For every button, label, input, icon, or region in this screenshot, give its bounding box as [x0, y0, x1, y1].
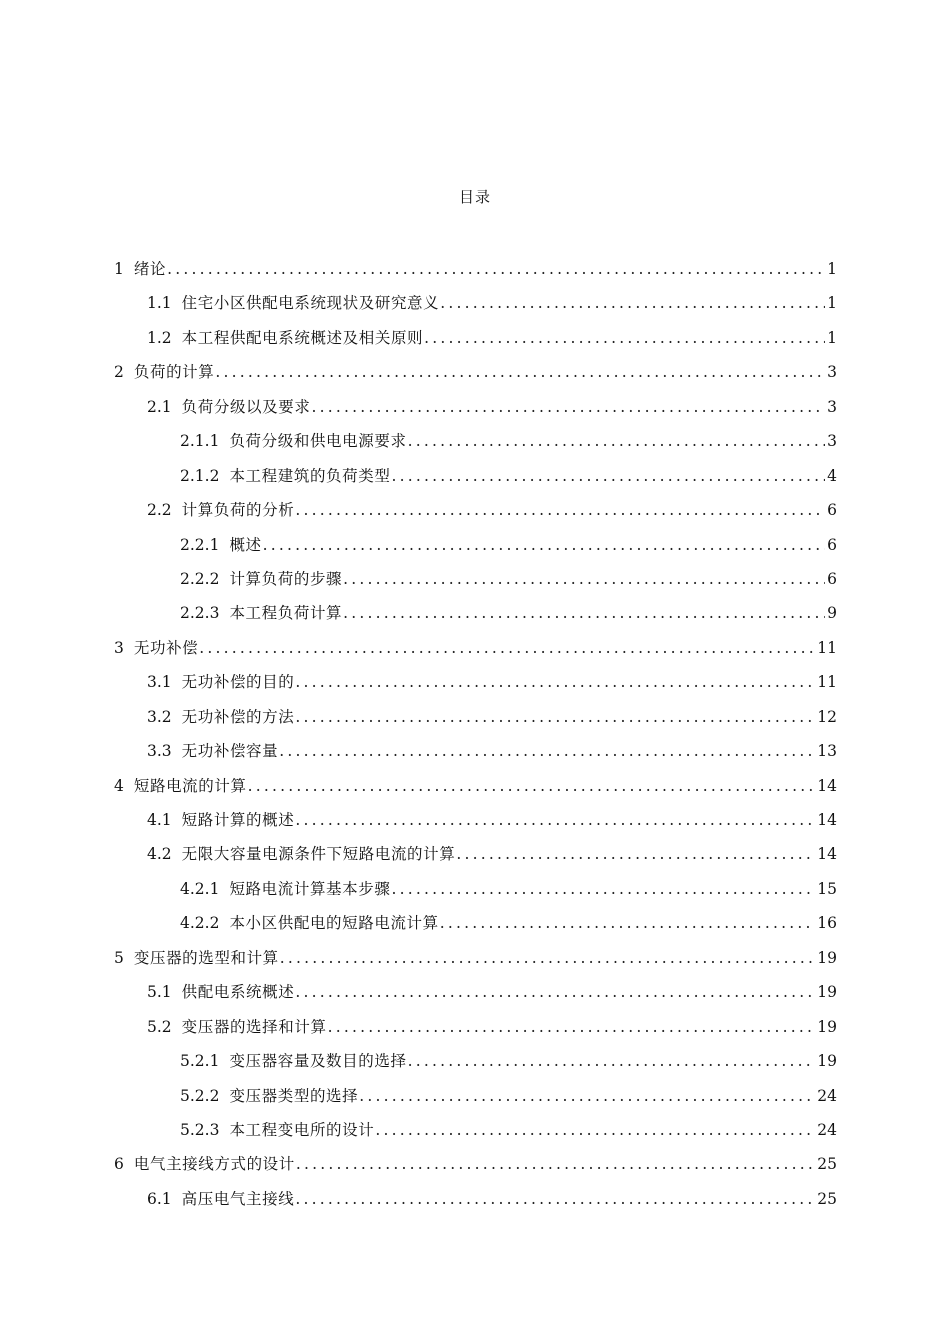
toc-entry-page-number: 3 — [827, 432, 837, 451]
toc-entry-page-number: 6 — [827, 501, 837, 520]
toc-entry-page-number: 13 — [817, 742, 837, 761]
toc-dot-leader — [391, 872, 815, 906]
table-of-contents — [114, 252, 837, 1216]
toc-dot-leader — [359, 1079, 815, 1113]
toc-entry[interactable] — [114, 1147, 837, 1181]
toc-entry-title: 变压器类型的选择 — [229, 1086, 359, 1105]
toc-entry-number: 2.2.2 — [180, 569, 220, 588]
toc-dot-leader — [295, 700, 815, 734]
toc-dot-leader — [440, 906, 816, 940]
toc-entry-title: 住宅小区供配电系统现状及研究意义 — [181, 294, 440, 313]
toc-entry-title: 短路计算的概述 — [181, 811, 295, 829]
toc-dot-leader — [199, 631, 815, 665]
toc-entry[interactable] — [114, 941, 837, 975]
toc-entry-number: 3 — [114, 638, 124, 657]
toc-entry-number: 1.1 — [147, 294, 172, 313]
toc-entry-page-number: 19 — [817, 1017, 837, 1036]
toc-entry-number: 4.2.2 — [180, 914, 220, 933]
toc-entry-number: 2.1 — [147, 397, 172, 416]
toc-entry[interactable] — [114, 390, 837, 424]
toc-entry-page-number: 12 — [817, 707, 837, 726]
toc-entry[interactable] — [114, 459, 837, 493]
toc-entry-title: 无功补偿容量 — [181, 742, 279, 761]
toc-entry-page-number: 3 — [827, 363, 837, 382]
toc-entry-number: 2.2 — [147, 501, 172, 520]
toc-entry-page-number: 14 — [817, 776, 837, 795]
toc-entry-page-number: 14 — [817, 845, 837, 864]
toc-entry[interactable] — [114, 1044, 837, 1078]
toc-dot-leader — [295, 665, 815, 699]
toc-title: 目录 — [458, 188, 491, 206]
toc-entry-page-number: 25 — [817, 1155, 837, 1174]
toc-entry[interactable] — [114, 286, 837, 320]
toc-entry-page-number: 9 — [827, 604, 837, 623]
toc-dot-leader — [248, 769, 816, 803]
toc-entry-number: 6 — [114, 1155, 124, 1174]
toc-dot-leader — [296, 1147, 815, 1181]
toc-dot-leader — [408, 1044, 816, 1078]
toc-entry-title: 本小区供配电的短路电流计算 — [229, 914, 439, 933]
toc-entry-title: 负荷的计算 — [133, 363, 215, 382]
toc-entry-title: 短路电流的计算 — [133, 776, 247, 795]
toc-dot-leader — [295, 975, 815, 1009]
toc-entry-number: 5.2 — [147, 1017, 172, 1036]
toc-entry[interactable] — [114, 769, 837, 803]
toc-entry-title: 本工程建筑的负荷类型 — [229, 466, 391, 485]
toc-entry-title: 负荷分级和供电电源要求 — [229, 432, 407, 451]
toc-entry[interactable] — [114, 906, 837, 940]
toc-entry-page-number: 14 — [817, 811, 837, 829]
toc-entry-page-number: 1 — [827, 294, 837, 313]
toc-entry-number: 6.1 — [147, 1189, 172, 1208]
toc-entry-number: 5.2.1 — [180, 1052, 220, 1071]
toc-dot-leader — [328, 1010, 816, 1044]
toc-entry-title: 计算负荷的步骤 — [229, 569, 343, 588]
toc-entry-page-number: 11 — [817, 638, 837, 657]
toc-entry-number: 5.2.3 — [180, 1120, 220, 1139]
toc-entry[interactable] — [114, 803, 837, 837]
toc-entry-page-number: 11 — [817, 673, 837, 692]
toc-entry-number: 2 — [114, 363, 124, 382]
toc-dot-leader — [391, 459, 825, 493]
toc-entry-title: 无功补偿 — [133, 638, 199, 657]
toc-dot-leader — [440, 286, 825, 320]
toc-entry-title: 电气主接线方式的设计 — [133, 1155, 295, 1174]
toc-entry-number: 2.1.1 — [180, 432, 220, 451]
toc-entry[interactable] — [114, 596, 837, 630]
toc-entry-number: 1 — [114, 260, 124, 278]
toc-entry-page-number: 15 — [817, 879, 837, 898]
toc-entry-title: 本工程负荷计算 — [229, 604, 343, 623]
toc-dot-leader — [279, 734, 815, 768]
toc-dot-leader — [263, 528, 825, 562]
toc-entry-title: 本工程变电所的设计 — [229, 1120, 375, 1139]
toc-dot-leader — [167, 252, 825, 286]
toc-entry-page-number: 3 — [827, 397, 837, 416]
toc-dot-leader — [408, 424, 826, 458]
toc-dot-leader — [343, 596, 825, 630]
toc-entry[interactable] — [114, 665, 837, 699]
toc-entry-number: 1.2 — [147, 328, 172, 347]
toc-entry-number: 5.1 — [147, 983, 172, 1002]
toc-entry-page-number: 1 — [827, 328, 837, 347]
toc-dot-leader — [375, 1113, 815, 1147]
toc-entry-page-number: 6 — [827, 569, 837, 588]
toc-entry-title: 负荷分级以及要求 — [181, 397, 311, 416]
toc-entry[interactable] — [114, 321, 837, 355]
toc-dot-leader — [343, 562, 825, 596]
toc-entry[interactable] — [114, 872, 837, 906]
toc-entry-page-number: 6 — [827, 535, 837, 554]
toc-entry-number: 4.1 — [147, 811, 172, 829]
toc-dot-leader — [456, 837, 815, 871]
toc-entry-page-number: 19 — [817, 983, 837, 1002]
toc-entry-title: 无功补偿的方法 — [181, 707, 295, 726]
toc-entry-title: 变压器的选型和计算 — [133, 948, 279, 967]
toc-dot-leader — [295, 1182, 815, 1216]
toc-entry-title: 高压电气主接线 — [181, 1189, 295, 1208]
toc-entry-title: 变压器容量及数目的选择 — [229, 1052, 407, 1071]
toc-entry-title: 绪论 — [133, 260, 167, 278]
toc-entry[interactable] — [114, 1182, 837, 1216]
toc-entry-title: 概述 — [229, 535, 262, 554]
toc-entry-number: 4 — [114, 776, 124, 795]
toc-entry-title: 计算负荷的分析 — [181, 501, 295, 520]
toc-entry-page-number: 19 — [817, 948, 837, 967]
toc-entry[interactable] — [114, 975, 837, 1009]
toc-entry-number: 4.2.1 — [180, 879, 220, 898]
toc-entry-title: 变压器的选择和计算 — [181, 1017, 327, 1036]
toc-entry-number: 3.3 — [147, 742, 172, 761]
toc-entry-title: 无限大容量电源条件下短路电流的计算 — [181, 845, 456, 864]
toc-dot-leader — [295, 803, 815, 837]
toc-entry-page-number: 19 — [817, 1052, 837, 1071]
toc-dot-leader — [295, 493, 825, 527]
toc-dot-leader — [215, 355, 825, 389]
toc-entry-number: 4.2 — [147, 845, 172, 864]
toc-entry-page-number: 24 — [817, 1086, 837, 1105]
toc-entry-number: 2.2.1 — [180, 535, 220, 554]
toc-entry[interactable] — [114, 424, 837, 458]
toc-entry-page-number: 1 — [827, 260, 837, 278]
toc-entry[interactable] — [114, 1079, 837, 1113]
toc-entry-number: 2.2.3 — [180, 604, 220, 623]
toc-entry-title: 本工程供配电系统概述及相关原则 — [181, 328, 424, 347]
toc-entry[interactable] — [114, 734, 837, 768]
toc-entry[interactable] — [114, 528, 837, 562]
toc-entry[interactable] — [114, 493, 837, 527]
toc-entry-page-number: 16 — [817, 914, 837, 933]
toc-entry[interactable] — [114, 252, 837, 286]
toc-entry-title: 供配电系统概述 — [181, 983, 295, 1002]
toc-dot-leader — [280, 941, 815, 975]
toc-entry-number: 3.1 — [147, 673, 172, 692]
toc-entry-title: 短路电流计算基本步骤 — [229, 879, 391, 898]
toc-dot-leader — [311, 390, 825, 424]
toc-entry[interactable] — [114, 837, 837, 871]
toc-entry[interactable] — [114, 355, 837, 389]
toc-entry[interactable] — [114, 562, 837, 596]
toc-entry-title: 无功补偿的目的 — [181, 673, 295, 692]
toc-entry-number: 5 — [114, 948, 124, 967]
toc-entry[interactable] — [114, 700, 837, 734]
toc-dot-leader — [424, 321, 825, 355]
toc-entry-number: 3.2 — [147, 707, 172, 726]
toc-entry[interactable] — [114, 631, 837, 665]
toc-entry-page-number: 24 — [817, 1120, 837, 1139]
toc-entry-number: 5.2.2 — [180, 1086, 220, 1105]
toc-entry[interactable] — [114, 1113, 837, 1147]
toc-entry-page-number: 4 — [827, 466, 837, 485]
toc-entry-number: 2.1.2 — [180, 466, 220, 485]
toc-entry[interactable] — [114, 1010, 837, 1044]
toc-entry-page-number: 25 — [817, 1189, 837, 1208]
